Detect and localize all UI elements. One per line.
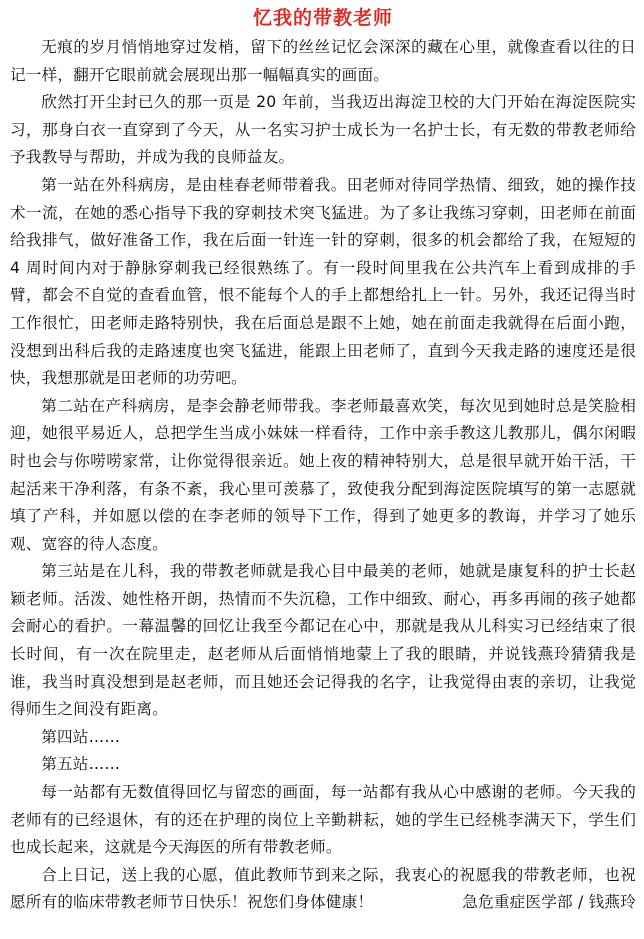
paragraph-7: 第五站…… — [41, 755, 121, 774]
paragraph-4: 第二站在产科病房，是李会静老师带我。李老师最喜欢笑，每次见到她时总是笑脸相迎，她很平易近人，总把学生当成小妹妹一样看待，工作中亲手教这儿教那儿，偶尔闲暇时也会与你唠唠家常，让你觉得很亲近。她上夜的精神特别大，总是很早就开始干活，干起活来干净利落，有条不紊，我心里可羡慕了，致使我分配到海淀医院填写的第一志愿就填了产科，并如愿以偿的在李老师的领导下工作，得到了她更多的教诲，并学习了她乐观、宽容的待人态度。 — [10, 396, 636, 553]
closing-text: 合上日记，送上我的心愿，值此教师节到来之际，我衷心的祝愿我的带教老师，也祝愿所有的临床带教老师节日快乐！祝您们身体健康！ — [10, 865, 636, 912]
paragraph-9 — [10, 862, 636, 917]
document-title: 忆我的带教老师 — [252, 7, 393, 29]
paragraph-5: 第三站是在儿科，我的带教老师就是我心目中最美的老师，她就是康复科的护士长赵颖老师。活泼、她性格开朗，热情而不失沉稳，工作中细致、耐心，再多再闹的孩子她都会耐心的看护。一幕温馨的回忆让我至今都记在心中，那就是我从儿科实习已经结束了很长时间，有一次在院里走，赵老师从后面悄悄地蒙上了我的眼睛，并说钱燕玲猜猜我是谁，我当时真没想到是赵老师，而且她还会记得我的名字，让我觉得由衷的亲切，让我觉得师生之间没有距离。 — [10, 562, 636, 719]
paragraph-8: 每一站都有无数值得回忆与留恋的画面，每一站都有我从心中感谢的老师。今天我的老师有的已经退休，有的还在护理的岗位上辛勤耕耘，她的学生已经桃李满天下，学生们也成长起来，这就是今天海医的所有带教老师。 — [10, 783, 636, 857]
paragraph-6: 第四站…… — [41, 727, 121, 746]
paragraph-1: 无痕的岁月悄悄地穿过发梢，留下的丝丝记忆会深深的藏在心里，就像查看以往的日记一样，翻开它眼前就会展现出那一幅幅真实的画面。 — [10, 38, 636, 84]
paragraph-3: 第一站在外科病房，是由桂春老师带着我。田老师对待同学热情、细致，她的操作技术一流，在她的悉心指导下我的穿刺技术突飞猛进。为了多让我练习穿刺，田老师在前面给我排气，做好准备工作，我在后面一针连一针的穿刺，很多的机会都给了我，在短短的 4 周时间内对于静脉穿刺我已经很熟练了。有一段时间里我在公共汽车上看到成排的手臂，都会不自觉的查看血管，恨不能每个人的手上都想给扎上一针。另外，我还记得当时工作很忙，田老师走路特别快，我在后面总是跟不上她，她在前面走我就得在后面小跑，没想到出科后我的走路速度也突飞猛进，能跟上田老师了，直到今天我走路的速度还是很快，我想那就是田老师的功劳吧。 — [10, 175, 636, 388]
signature: 急危重症医学部 / 钱燕玲 — [462, 893, 636, 912]
paragraph-2: 欣然打开尘封已久的那一页是 20 年前，当我迈出海淀卫校的大门开始在海淀医院实习，那身白衣一直穿到了今天，从一名实习护士成长为一名护士长，有无数的带教老师给予我教导与帮助，并成为我的良师益友。 — [10, 93, 636, 167]
